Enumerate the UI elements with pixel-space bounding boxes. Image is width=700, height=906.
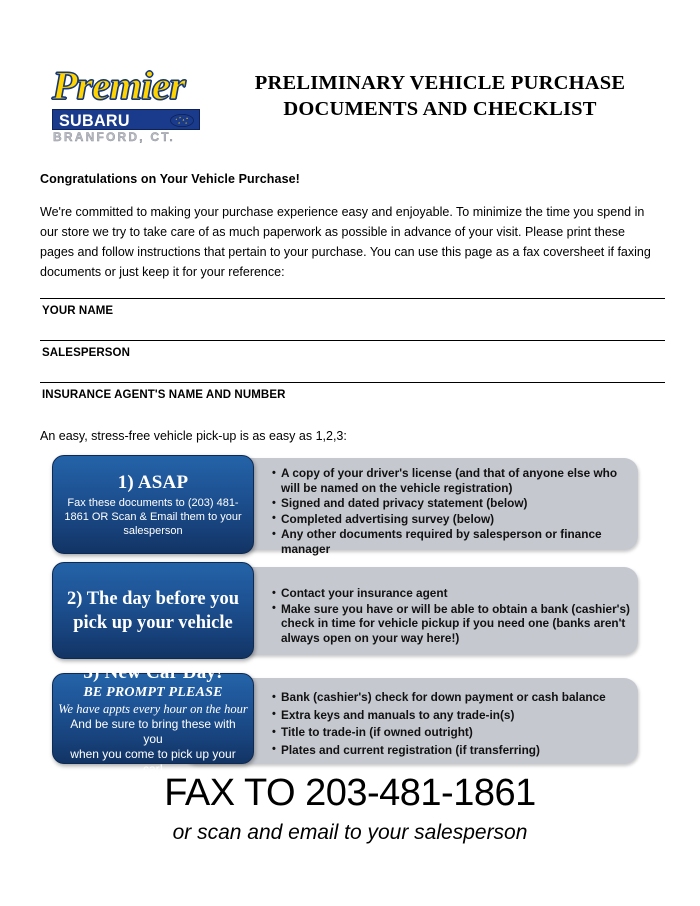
logo-make-label: SUBARU: [59, 111, 130, 130]
step-2-bullets: [272, 586, 632, 646]
form-field-line: [40, 298, 665, 299]
logo-brand-script: Premier: [52, 63, 185, 108]
step-1-bullets: [272, 466, 632, 558]
logo-location-label: BRANFORD, CT.: [53, 130, 175, 144]
step-3-bring-line1: And be sure to bring these with you: [70, 716, 236, 746]
step-row-2: [0, 562, 700, 665]
list-item: • Title to trade-in (if owned outright): [272, 725, 632, 740]
form-label-your-name: YOUR NAME: [42, 305, 114, 317]
step-3-bullets: [272, 690, 632, 758]
step-row-1: [0, 455, 700, 554]
step-row-3: [0, 661, 700, 776]
list-item: • A copy of your driver's license (and that of anyone else who will be named on the vehicle registration): [272, 466, 632, 495]
step-3-callout: [52, 661, 254, 776]
step-2-title: 2) The day before you pick up your vehicle: [67, 588, 239, 633]
page-title: [230, 70, 650, 122]
page-title-line1: PRELIMINARY VEHICLE PURCHASE: [254, 72, 626, 94]
form-label-salesperson: SALESPERSON: [42, 347, 131, 359]
form-field-line: [40, 340, 665, 341]
steps-intro-text: An easy, stress-free vehicle pick-up is as easy as 1,2,3:: [40, 429, 347, 443]
step-2-callout: [52, 562, 254, 659]
form-label-insurance-agent: INSURANCE AGENT'S NAME AND NUMBER: [42, 389, 286, 401]
fax-subtitle: or scan and email to your salesperson: [172, 821, 528, 844]
form-row-salesperson[interactable]: [40, 340, 665, 382]
document-header: [0, 56, 700, 156]
fax-number-heading: FAX TO 203-481-1861: [164, 772, 536, 814]
list-item: • Bank (cashier's) check for down payment or cash balance: [272, 690, 632, 705]
step-3-bring-line2: when you come to pick up your car!: [70, 746, 236, 776]
form-row-your-name[interactable]: [40, 298, 665, 340]
step-3-prompt: BE PROMPT PLEASE: [83, 684, 223, 700]
list-item: • Make sure you have or will be able to obtain a bank (cashier's) check in time for vehicle pickup if you need one (banks aren't always open on your way here!): [272, 602, 632, 646]
list-item: • Extra keys and manuals to any trade-in(s): [272, 708, 632, 723]
logo-make-bar: [52, 109, 200, 130]
form-fields: [40, 298, 665, 424]
page-title-line2: DOCUMENTS AND CHECKLIST: [283, 98, 597, 120]
step-1-callout: [52, 455, 254, 554]
dealer-logo: [52, 60, 200, 150]
intro-section: [40, 172, 660, 282]
list-item: • Signed and dated privacy statement (below): [272, 496, 632, 511]
form-row-insurance-agent[interactable]: [40, 382, 665, 424]
step-3-title: 3) New Car Day!: [83, 661, 223, 683]
list-item: • Plates and current registration (if transferring): [272, 743, 632, 758]
congratulations-heading: Congratulations on Your Vehicle Purchase!: [40, 172, 300, 186]
steps-section: [0, 455, 700, 776]
step-3-appts-note: We have appts every hour on the hour: [58, 701, 248, 716]
list-item: • Any other documents required by salesperson or finance manager: [272, 527, 632, 556]
intro-paragraph: We're committed to making your purchase experience easy and enjoyable. To minimize the time you spend in our store we try to take care of as much paperwork as possible in advance of your visit. Please print these pages and follow instructions that pertain to your purchase. You can use this page as a fax coversheet if faxing documents or just keep it for your reference:: [40, 205, 651, 279]
subaru-star-emblem-icon: [170, 114, 194, 127]
step-1-title: 1) ASAP: [117, 472, 189, 493]
list-item: • Completed advertising survey (below): [272, 512, 632, 527]
step-1-subtitle: Fax these documents to (203) 481-1861 OR Scan & Email them to your salesperson: [64, 497, 242, 537]
form-field-line: [40, 382, 665, 383]
list-item: • Contact your insurance agent: [272, 586, 632, 601]
